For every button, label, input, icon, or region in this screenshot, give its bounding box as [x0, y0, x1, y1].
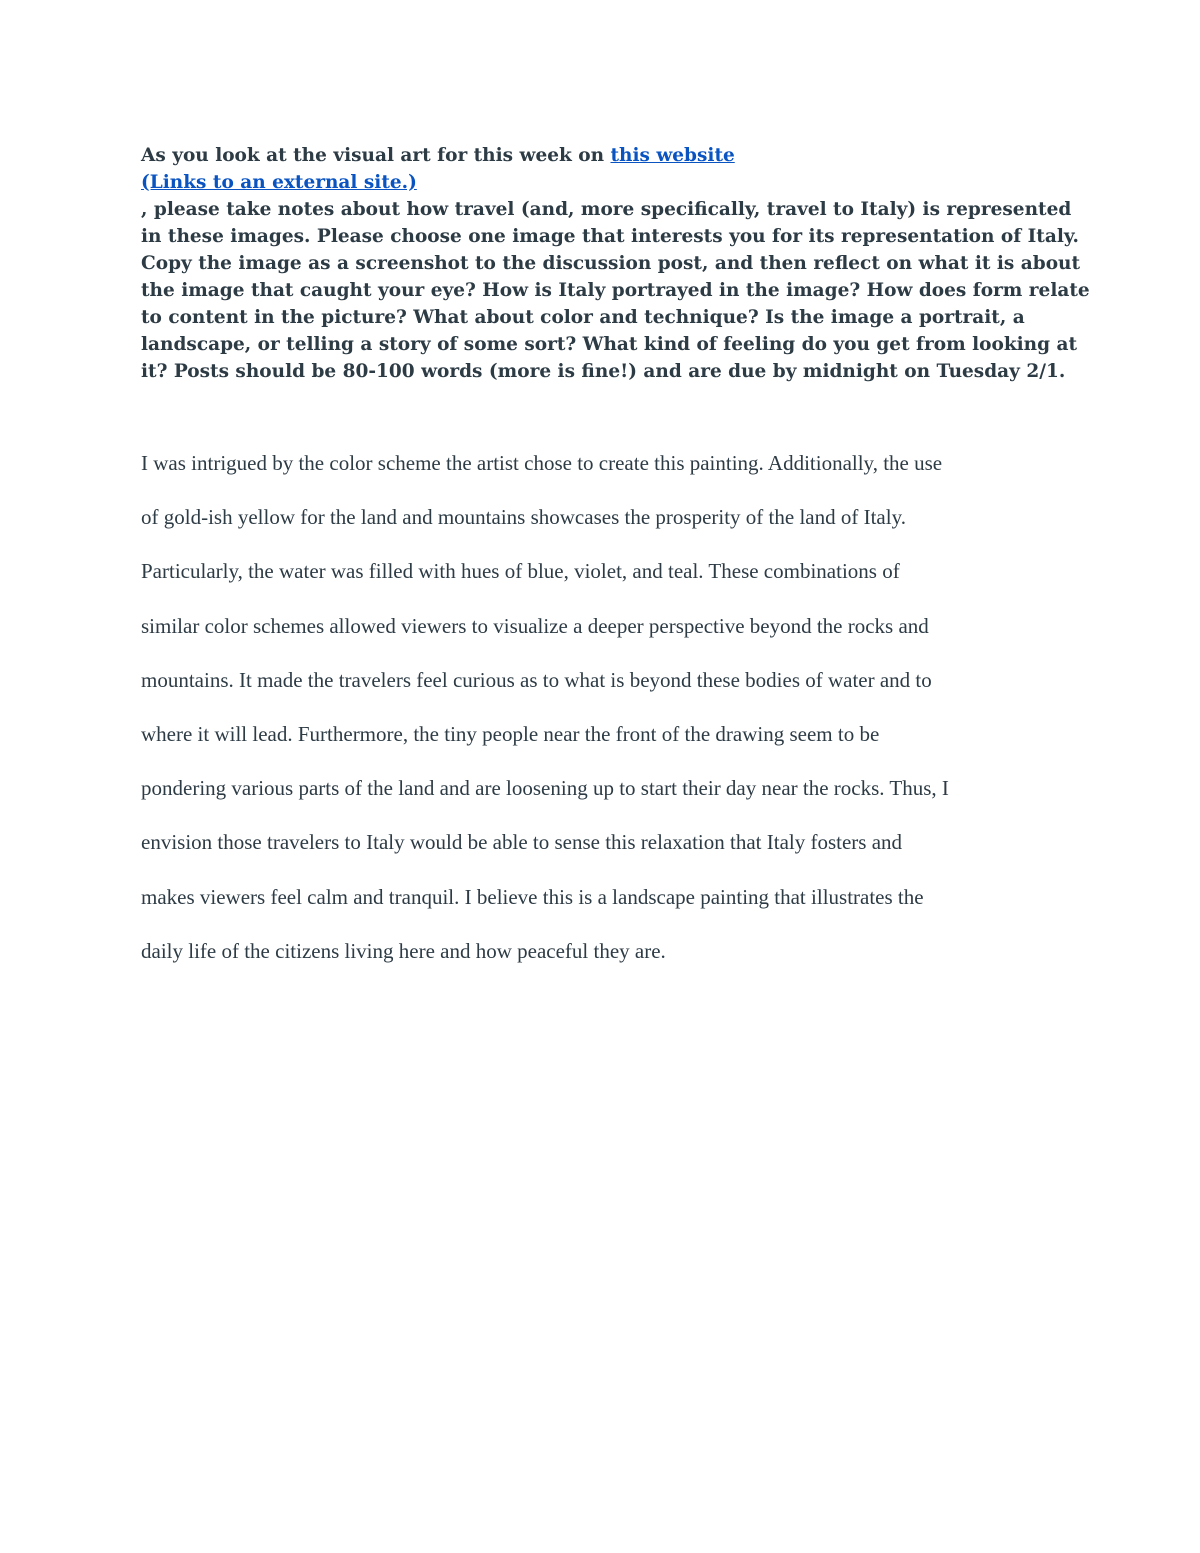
prompt-line: in these images. Please choose one image that interests you for its representation of Italy.	[141, 226, 1079, 247]
prompt-intro-text: As you look at the visual art for this week on	[141, 145, 611, 166]
website-link[interactable]: this website	[610, 145, 735, 166]
response-paragraph	[141, 436, 1081, 978]
response-line: similar color schemes allowed viewers to visualize a deeper perspective beyond the rocks and	[141, 613, 929, 638]
prompt-line: the image that caught your eye? How is Italy portrayed in the image? How does form relate	[141, 280, 1090, 301]
response-line: Particularly, the water was filled with hues of blue, violet, and teal. These combinations of	[141, 559, 900, 584]
external-site-link[interactable]: (Links to an external site.)	[141, 172, 417, 193]
response-line: envision those travelers to Italy would be able to sense this relaxation that Italy fosters and	[141, 830, 903, 855]
response-line: I was intrigued by the color scheme the artist chose to create this painting. Additionally, the use	[141, 451, 943, 475]
response-line: makes viewers feel calm and tranquil. I believe this is a landscape painting that illustrates the	[141, 884, 924, 909]
prompt-line: to content in the picture? What about color and technique? Is the image a portrait, a	[141, 307, 1025, 328]
prompt-external-line	[141, 169, 1071, 196]
prompt-line: landscape, or telling a story of some sort? What kind of feeling do you get from looking at	[141, 334, 1078, 355]
response-line: where it will lead. Furthermore, the tiny people near the front of the drawing seem to be	[141, 722, 880, 747]
response-line: pondering various parts of the land and are loosening up to start their day near the rocks. Thus, I	[141, 776, 949, 801]
response-line: daily life of the citizens living here and how peaceful they are.	[141, 938, 666, 963]
response-line: of gold-ish yellow for the land and mountains showcases the prosperity of the land of Italy.	[141, 505, 906, 530]
prompt-line: , please take notes about how travel (and, more specifically, travel to Italy) is represented	[141, 199, 1072, 220]
prompt-line: Copy the image as a screenshot to the discussion post, and then reflect on what it is about	[141, 253, 1081, 274]
prompt-intro-line	[141, 142, 1071, 169]
assignment-prompt	[141, 142, 1090, 385]
prompt-line: it? Posts should be 80-100 words (more is fine!) and are due by midnight on Tuesday 2/1.	[141, 361, 1066, 382]
response-line: mountains. It made the travelers feel curious as to what is beyond these bodies of water and to	[141, 667, 932, 692]
